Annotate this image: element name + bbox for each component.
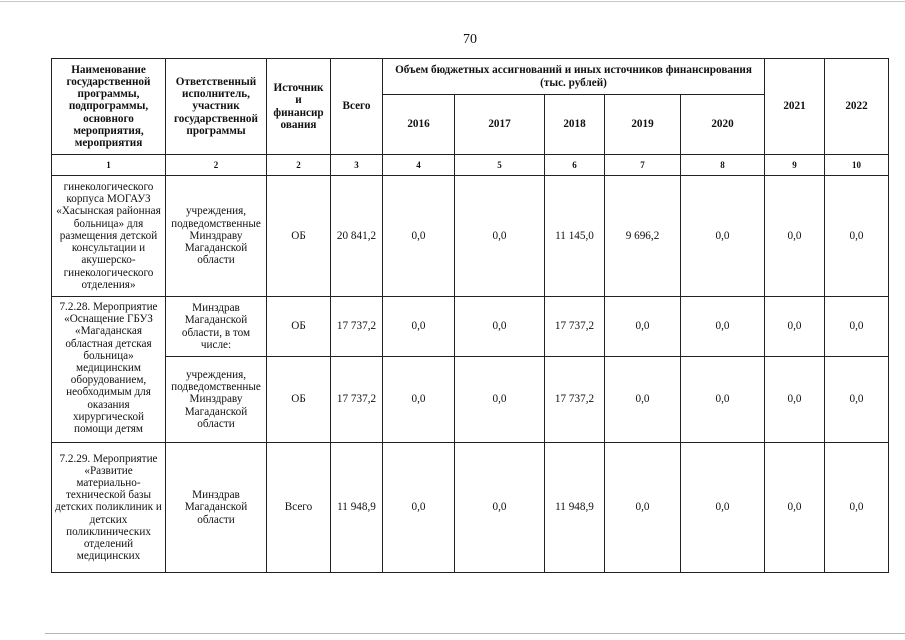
row-value-2020: 0,0: [681, 176, 765, 297]
table-row: [52, 357, 889, 443]
header-row-1: [52, 59, 889, 95]
row-value-2022: 0,0: [825, 297, 889, 357]
budget-table: [51, 58, 889, 573]
row-value-2017: 0,0: [455, 443, 545, 573]
header-executor: Ответственный исполнитель, участник государственной программы: [166, 59, 267, 155]
row-name: гинекологического корпуса МОГАУЗ «Хасынская районная больница» для размещения детской консультации и акушерско-гинекологического отделения»: [52, 176, 166, 297]
row-value-2020: 0,0: [681, 443, 765, 573]
header-year-2022: 2022: [825, 59, 889, 155]
row-total: 20 841,2: [331, 176, 383, 297]
row-value-2021: 0,0: [765, 357, 825, 443]
row-value-2017: 0,0: [455, 297, 545, 357]
col-number: 1: [52, 155, 166, 176]
row-source: ОБ: [267, 357, 331, 443]
row-total: 11 948,9: [331, 443, 383, 573]
row-executor: Минздрав Магаданской области, в том числе:: [166, 297, 267, 357]
row-value-2019: 9 696,2: [605, 176, 681, 297]
header-year-2016: 2016: [383, 95, 455, 155]
row-value-2019: 0,0: [605, 443, 681, 573]
row-value-2018: 17 737,2: [545, 357, 605, 443]
header-year-2018: 2018: [545, 95, 605, 155]
row-total: 17 737,2: [331, 357, 383, 443]
header-total: Всего: [331, 59, 383, 155]
col-number: 2: [166, 155, 267, 176]
header-name: Наименование государственной программы, подпрограммы, основного мероприятия, мероприятия: [52, 59, 166, 155]
header-source: Источник и финансир ования: [267, 59, 331, 155]
row-source: Всего: [267, 443, 331, 573]
col-number: 7: [605, 155, 681, 176]
page-number: 70: [463, 32, 477, 47]
col-number: 9: [765, 155, 825, 176]
row-value-2016: 0,0: [383, 357, 455, 443]
col-number: 4: [383, 155, 455, 176]
row-name: 7.2.28. Мероприятие «Оснащение ГБУЗ «Магаданская областная детская больница» медицинским оборудованием, необходимым для оказания хирургической помощи детям: [52, 297, 166, 443]
row-value-2022: 0,0: [825, 443, 889, 573]
row-value-2016: 0,0: [383, 297, 455, 357]
row-value-2017: 0,0: [455, 176, 545, 297]
scan-top-edge: [0, 1, 905, 2]
row-source: ОБ: [267, 297, 331, 357]
col-number: 2: [267, 155, 331, 176]
row-value-2021: 0,0: [765, 297, 825, 357]
header-year-2017: 2017: [455, 95, 545, 155]
row-value-2019: 0,0: [605, 357, 681, 443]
row-value-2018: 11 145,0: [545, 176, 605, 297]
col-number: 6: [545, 155, 605, 176]
header-year-2021: 2021: [765, 59, 825, 155]
row-value-2016: 0,0: [383, 443, 455, 573]
row-executor: учреждения, подведомственные Минздраву Магаданской области: [166, 357, 267, 443]
row-value-2020: 0,0: [681, 297, 765, 357]
row-value-2018: 11 948,9: [545, 443, 605, 573]
col-number: 5: [455, 155, 545, 176]
header-year-2019: 2019: [605, 95, 681, 155]
row-executor: учреждения, подведомственные Минздраву Магаданской области: [166, 176, 267, 297]
col-number: 8: [681, 155, 765, 176]
row-value-2021: 0,0: [765, 443, 825, 573]
row-value-2019: 0,0: [605, 297, 681, 357]
row-value-2020: 0,0: [681, 357, 765, 443]
row-value-2016: 0,0: [383, 176, 455, 297]
row-source: ОБ: [267, 176, 331, 297]
row-value-2022: 0,0: [825, 357, 889, 443]
column-number-row: [52, 155, 889, 176]
table-row: [52, 176, 889, 297]
scan-bottom-edge: [45, 633, 905, 634]
row-value-2018: 17 737,2: [545, 297, 605, 357]
col-number: 3: [331, 155, 383, 176]
row-name: 7.2.29. Мероприятие «Развитие материально-технической базы детских поликлиник и детских поликлинических отделений медицинских: [52, 443, 166, 573]
table-row: [52, 443, 889, 573]
col-number: 10: [825, 155, 889, 176]
header-year-2020: 2020: [681, 95, 765, 155]
header-funding-group: Объем бюджетных ассигнований и иных источников финансирования (тыс. рублей): [383, 59, 765, 95]
table-row: [52, 297, 889, 357]
row-executor: Минздрав Магаданской области: [166, 443, 267, 573]
row-value-2017: 0,0: [455, 357, 545, 443]
row-total: 17 737,2: [331, 297, 383, 357]
row-value-2022: 0,0: [825, 176, 889, 297]
row-value-2021: 0,0: [765, 176, 825, 297]
